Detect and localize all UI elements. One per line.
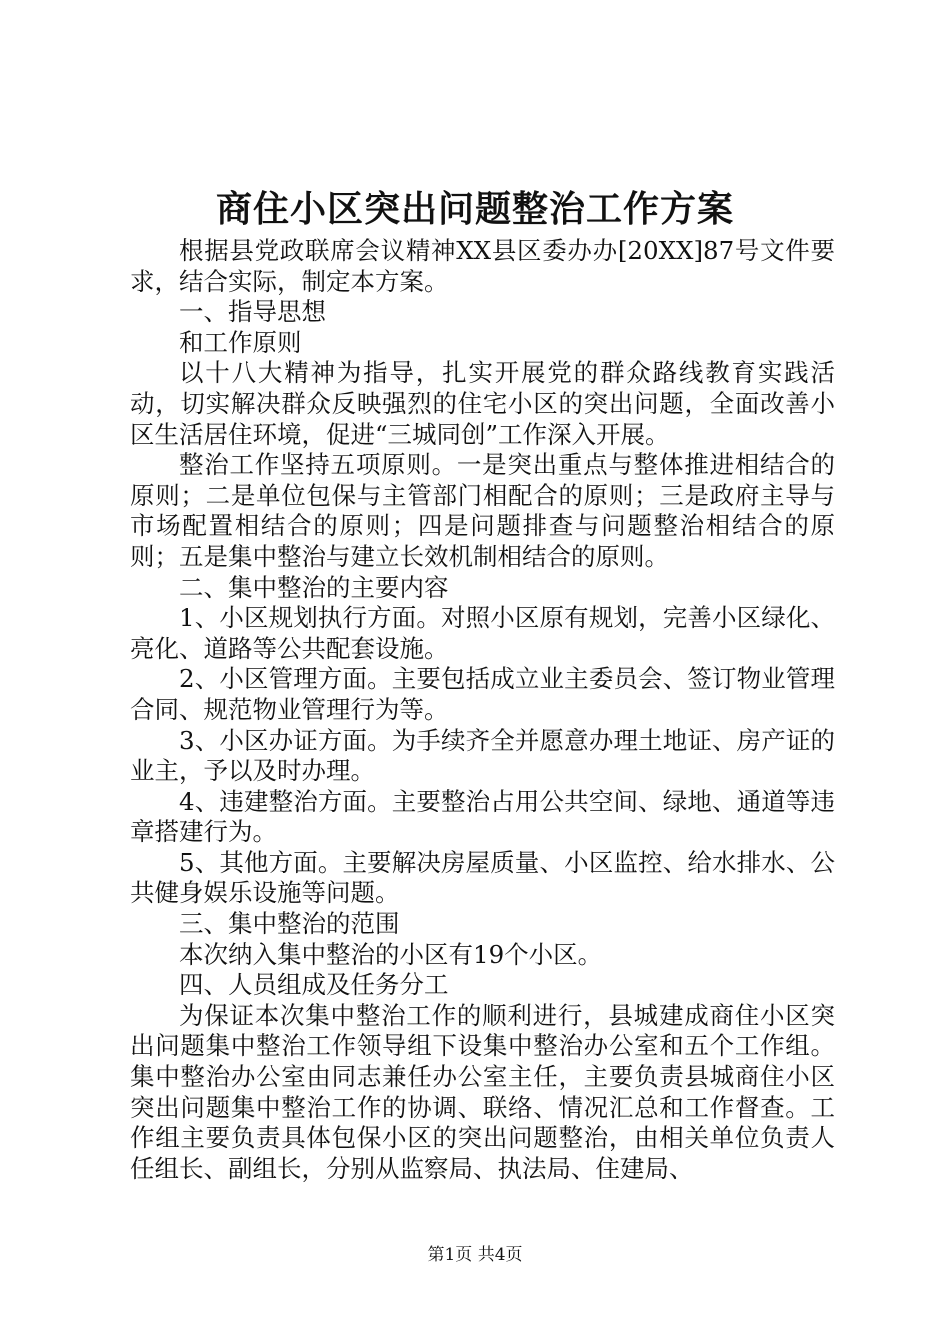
list-item-other: 5、其他方面。主要解决房屋质量、小区监控、给水排水、公共健身娱乐设施等问题。	[130, 847, 835, 908]
paragraph-scope: 本次纳入集中整治的小区有19个小区。	[179, 939, 603, 969]
document-title: 商住小区突出问题整治工作方案	[215, 188, 734, 230]
list-item-illegal-construction: 4、违建整治方面。主要整治占用公共空间、绿地、通道等违章搭建行为。	[130, 786, 835, 847]
section-heading-1-cont: 和工作原则	[179, 327, 302, 357]
paragraph-intro: 根据县党政联席会议精神XX县区委办办[20XX]87号文件要求，结合实际，制定本方案。	[130, 236, 835, 296]
section-heading-2: 二、集中整治的主要内容	[179, 572, 449, 602]
paragraph-guiding-thought: 以十八大精神为指导，扎实开展党的群众路线教育实践活动，切实解决群众反映强烈的住宅小区的突出问题，全面改善小区生活居住环境，促进“三城同创”工作深入开展。	[130, 358, 835, 449]
paragraph-staffing: 为保证本次集中整治工作的顺利进行，县城建成商住小区突出问题集中整治工作领导组下设集中整治办公室和五个工作组。集中整治办公室由同志兼任办公室主任，主要负责县城商住小区突出问题集中整治工作的协调、联络、情况汇总和工作督查。工作组主要负责具体包保小区的突出问题整治，由相关单位负责人任组长、副组长，分别从监察局、执法局、住建局、	[130, 1000, 835, 1183]
section-heading-1: 一、指导思想	[179, 297, 326, 327]
list-item-planning: 1、小区规划执行方面。对照小区原有规划，完善小区绿化、亮化、道路等公共配套设施。	[130, 603, 835, 663]
section-heading-4: 四、人员组成及任务分工	[179, 970, 449, 1000]
document-body	[130, 236, 835, 1184]
page-footer: 第1页 共4页	[427, 1245, 523, 1265]
list-item-management: 2、小区管理方面。主要包括成立业主委员会、签订物业管理合同、规范物业管理行为等。	[130, 664, 835, 724]
section-heading-3: 三、集中整治的范围	[179, 909, 400, 939]
paragraph-principles: 整治工作坚持五项原则。一是突出重点与整体推进相结合的原则；二是单位包保与主管部门相配合的原则；三是政府主导与市场配置相结合的原则；四是问题排查与问题整治相结合的原则；五是集中整治与建立长效机制相结合的原则。	[130, 450, 835, 571]
list-item-certificates: 3、小区办证方面。为手续齐全并愿意办理土地证、房产证的业主，予以及时办理。	[130, 725, 835, 786]
